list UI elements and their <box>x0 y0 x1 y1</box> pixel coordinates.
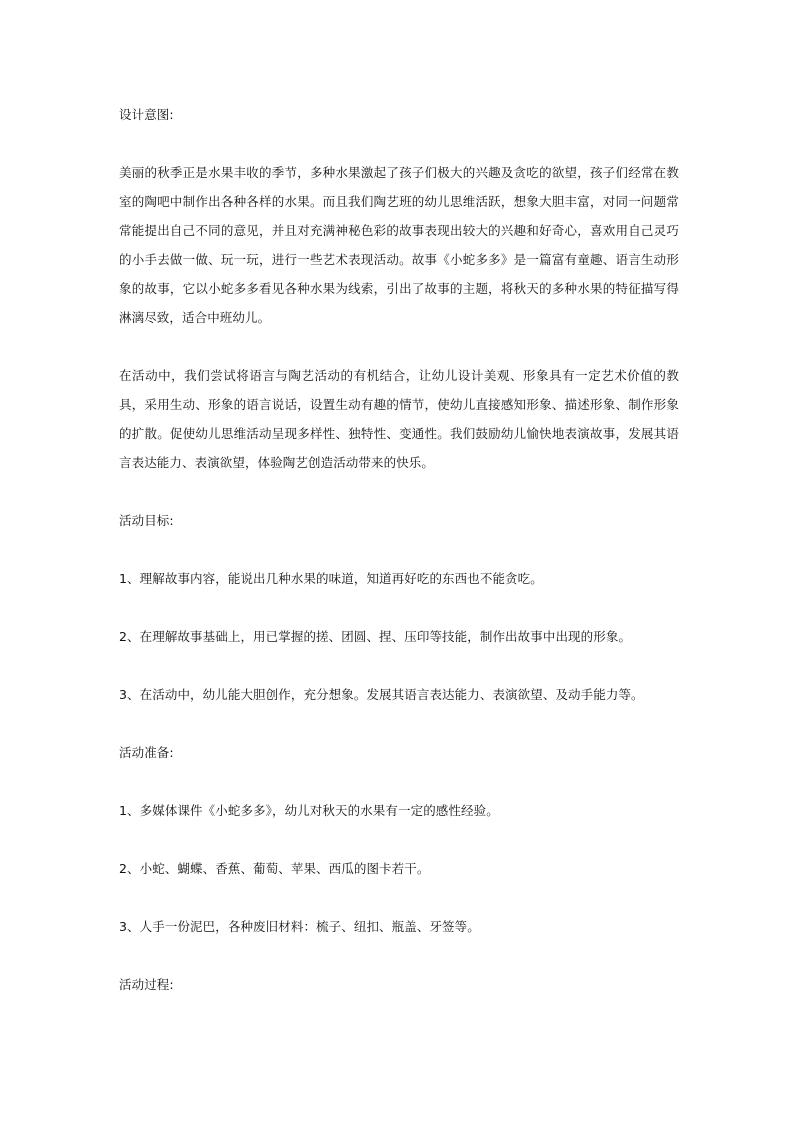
document-body <box>119 100 679 1028</box>
prep-item-3: 3、人手一份泥巴，各种废旧材料：梳子、纽扣、瓶盖、牙签等。 <box>119 919 480 934</box>
goal-item-3: 3、在活动中，幼儿能大胆创作，充分想象。发展其语言表达能力、表演欲望、及动手能力等。 <box>119 687 644 702</box>
design-intent-paragraph-1: 美丽的秋季正是水果丰收的季节，多种水果激起了孩子们极大的兴趣及贪吃的欲望，孩子们经常在教室的陶吧中制作出各种各样的水果。而且我们陶艺班的幼儿思维活跃，想象大胆丰富，对同一问题常常能提出自己不同的意见，并且对充满神秘色彩的故事表现出较大的兴趣和好奇心，喜欢用自己灵巧的小手去做一做、玩一玩，进行一些艺术表现活动。故事《小蛇多多》是一篇富有童趣、语言生动形象的故事，它以小蛇多多看见各种水果为线索，引出了故事的主题，将秋天的多种水果的特征描写得淋漓尽致，适合中班幼儿。 <box>119 165 679 325</box>
prep-item-2: 2、小蛇、蝴蝶、香蕉、葡萄、苹果、西瓜的图卡若干。 <box>119 861 430 876</box>
activity-goals-heading: 活动目标: <box>119 513 174 528</box>
design-intent-heading: 设计意图: <box>119 107 174 122</box>
design-intent-paragraph-2: 在活动中，我们尝试将语言与陶艺活动的有机结合，让幼儿设计美观、形象具有一定艺术价值的教具，采用生动、形象的语言说话，设置生动有趣的情节，使幼儿直接感知形象、描述形象、制作形象的扩散。促使幼儿思维活动呈现多样性、独特性、变通性。我们鼓励幼儿愉快地表演故事，发展其语言表达能力、表演欲望，体验陶艺创造活动带来的快乐。 <box>119 368 679 470</box>
goal-item-1: 1、理解故事内容，能说出几种水果的味道，知道再好吃的东西也不能贪吃。 <box>119 571 543 586</box>
goal-item-2: 2、在理解故事基础上，用已掌握的搓、团圆、捏、压印等技能，制作出故事中出现的形象。 <box>119 629 632 644</box>
activity-process-heading: 活动过程: <box>119 977 174 992</box>
prep-item-1: 1、多媒体课件《小蛇多多》，幼儿对秋天的水果有一定的感性经验。 <box>119 803 499 818</box>
activity-prep-heading: 活动准备: <box>119 745 174 760</box>
